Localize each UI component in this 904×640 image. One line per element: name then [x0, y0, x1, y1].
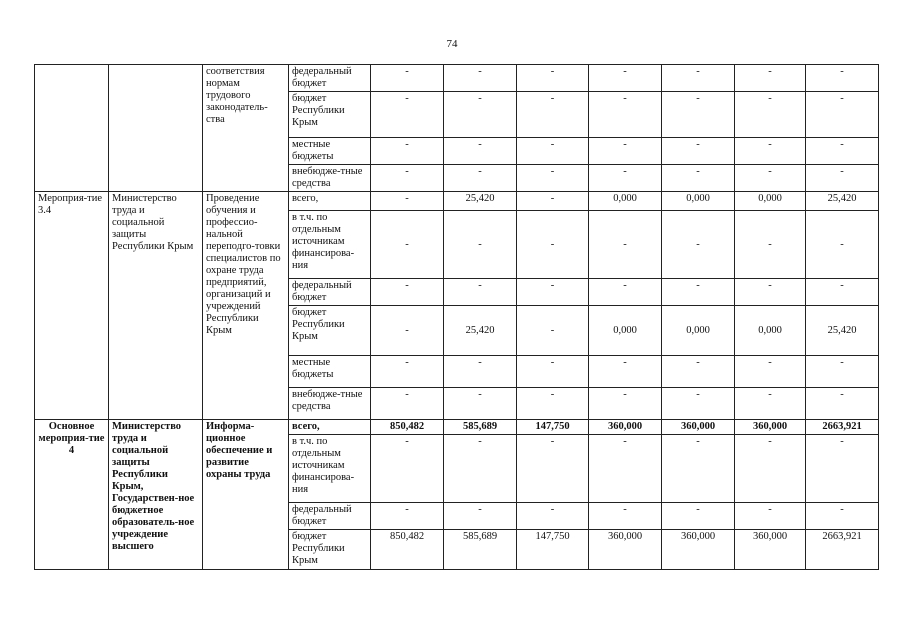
funding-source-cell: местные бюджеты — [289, 356, 371, 388]
value-cell: - — [735, 211, 806, 279]
budget-table — [34, 64, 879, 570]
value-cell: - — [371, 503, 444, 530]
funding-source-cell: всего, — [289, 192, 371, 211]
value-cell: - — [662, 356, 735, 388]
value-cell: - — [371, 65, 444, 92]
value-cell: - — [589, 503, 662, 530]
value-cell: - — [517, 306, 589, 356]
value-cell: - — [735, 138, 806, 165]
row-label-cell: Мероприя-тие 3.4 — [35, 192, 109, 420]
value-cell: - — [371, 138, 444, 165]
value-cell: - — [589, 165, 662, 192]
table-body — [35, 65, 879, 570]
value-cell: - — [517, 503, 589, 530]
value-cell: 2663,921 — [806, 530, 879, 570]
value-cell: 0,000 — [662, 306, 735, 356]
value-cell: 25,420 — [444, 306, 517, 356]
value-cell: - — [662, 92, 735, 138]
value-cell: - — [806, 279, 879, 306]
value-cell: - — [589, 279, 662, 306]
value-cell: - — [589, 356, 662, 388]
value-cell: - — [517, 279, 589, 306]
value-cell: - — [806, 92, 879, 138]
value-cell: - — [371, 388, 444, 420]
value-cell: - — [735, 165, 806, 192]
value-cell: - — [517, 388, 589, 420]
value-cell: - — [589, 65, 662, 92]
value-cell: - — [735, 503, 806, 530]
value-cell: - — [589, 435, 662, 503]
value-cell: 0,000 — [735, 192, 806, 211]
value-cell: - — [371, 192, 444, 211]
value-cell: - — [662, 388, 735, 420]
table-row — [35, 65, 879, 92]
value-cell: - — [735, 92, 806, 138]
value-cell: 585,689 — [444, 530, 517, 570]
value-cell: 360,000 — [662, 530, 735, 570]
funding-source-cell: федеральный бюджет — [289, 65, 371, 92]
funding-source-cell: внебюдже-тные средства — [289, 165, 371, 192]
value-cell: - — [371, 211, 444, 279]
row-label-cell: Проведение обучения и профессио-нальной переподго-товки специалистов по охране труда предприятий, организаций и учреждений Республики Крым — [203, 192, 289, 420]
value-cell: 850,482 — [371, 530, 444, 570]
value-cell: - — [662, 279, 735, 306]
value-cell: - — [517, 356, 589, 388]
value-cell: 25,420 — [444, 192, 517, 211]
value-cell: - — [806, 356, 879, 388]
value-cell: - — [662, 138, 735, 165]
value-cell: - — [662, 503, 735, 530]
value-cell: - — [371, 356, 444, 388]
value-cell: - — [371, 165, 444, 192]
value-cell: - — [735, 279, 806, 306]
value-cell: 0,000 — [589, 306, 662, 356]
table-row — [35, 420, 879, 435]
value-cell: - — [662, 165, 735, 192]
funding-source-cell: бюджет Республики Крым — [289, 530, 371, 570]
value-cell: - — [589, 388, 662, 420]
value-cell: - — [517, 92, 589, 138]
value-cell: - — [589, 138, 662, 165]
value-cell: - — [444, 503, 517, 530]
funding-source-cell: бюджет Республики Крым — [289, 306, 371, 356]
value-cell: 147,750 — [517, 530, 589, 570]
value-cell: - — [444, 138, 517, 165]
value-cell: 360,000 — [662, 420, 735, 435]
value-cell: - — [444, 279, 517, 306]
page-number: 74 — [446, 38, 458, 50]
funding-source-cell: местные бюджеты — [289, 138, 371, 165]
value-cell: 360,000 — [735, 530, 806, 570]
value-cell: - — [371, 92, 444, 138]
row-label-cell — [35, 65, 109, 192]
value-cell: - — [444, 388, 517, 420]
row-label-cell: Министерство труда и социальной защиты Республики Крым, Государствен-ное бюджетное образователь-ное учреждение высшего — [109, 420, 203, 570]
value-cell: - — [589, 92, 662, 138]
value-cell: - — [806, 211, 879, 279]
value-cell: - — [444, 92, 517, 138]
value-cell: - — [444, 435, 517, 503]
funding-source-cell: в т.ч. по отдельным источникам финансирова-ния — [289, 211, 371, 279]
value-cell: - — [735, 356, 806, 388]
table-row — [35, 192, 879, 211]
value-cell: - — [444, 211, 517, 279]
value-cell: - — [517, 65, 589, 92]
funding-source-cell: внебюдже-тные средства — [289, 388, 371, 420]
value-cell: - — [517, 435, 589, 503]
value-cell: - — [806, 388, 879, 420]
value-cell: - — [517, 138, 589, 165]
value-cell: - — [517, 211, 589, 279]
value-cell: 2663,921 — [806, 420, 879, 435]
value-cell: 360,000 — [589, 530, 662, 570]
value-cell: 0,000 — [735, 306, 806, 356]
value-cell: - — [371, 435, 444, 503]
value-cell: 360,000 — [735, 420, 806, 435]
row-label-cell: Информа-ционное обеспечение и развитие охраны труда — [203, 420, 289, 570]
value-cell: - — [517, 192, 589, 211]
value-cell: - — [371, 279, 444, 306]
funding-source-cell: федеральный бюджет — [289, 503, 371, 530]
row-label-cell: Основное мероприя-тие 4 — [35, 420, 109, 570]
value-cell: - — [806, 138, 879, 165]
value-cell: - — [735, 435, 806, 503]
value-cell: - — [444, 356, 517, 388]
value-cell: 0,000 — [662, 192, 735, 211]
row-label-cell: соответствия нормам трудового законодатель-ства — [203, 65, 289, 192]
funding-source-cell: в т.ч. по отдельным источникам финансирова-ния — [289, 435, 371, 503]
funding-source-cell: всего, — [289, 420, 371, 435]
value-cell: 850,482 — [371, 420, 444, 435]
value-cell: - — [735, 65, 806, 92]
value-cell: - — [662, 65, 735, 92]
value-cell: - — [371, 306, 444, 356]
value-cell: 0,000 — [589, 192, 662, 211]
value-cell: - — [662, 211, 735, 279]
row-label-cell: Министерство труда и социальной защиты Республики Крым — [109, 192, 203, 420]
value-cell: 25,420 — [806, 306, 879, 356]
value-cell: 585,689 — [444, 420, 517, 435]
value-cell: - — [806, 165, 879, 192]
value-cell: - — [735, 388, 806, 420]
value-cell: - — [662, 435, 735, 503]
funding-source-cell: федеральный бюджет — [289, 279, 371, 306]
value-cell: 25,420 — [806, 192, 879, 211]
value-cell: - — [517, 165, 589, 192]
value-cell: - — [806, 65, 879, 92]
value-cell: 147,750 — [517, 420, 589, 435]
value-cell: 360,000 — [589, 420, 662, 435]
row-label-cell — [109, 65, 203, 192]
value-cell: - — [444, 165, 517, 192]
value-cell: - — [806, 503, 879, 530]
value-cell: - — [589, 211, 662, 279]
funding-source-cell: бюджет Республики Крым — [289, 92, 371, 138]
value-cell: - — [444, 65, 517, 92]
value-cell: - — [806, 435, 879, 503]
